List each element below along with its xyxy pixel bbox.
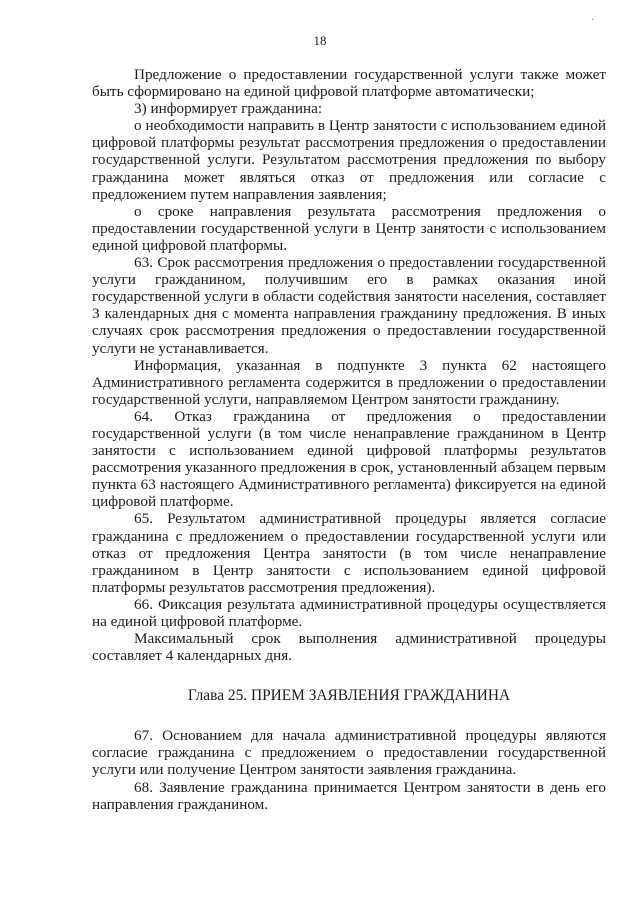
document-body — [92, 66, 606, 813]
stray-mark: · — [591, 15, 595, 26]
paragraph-68: 68. Заявление гражданина принимается Центром занятости в день его направления гражданином. — [92, 778, 606, 813]
paragraph-63: 63. Срок рассмотрения предложения о предоставлении государственной услуги гражданином, получившим его в рамках оказания иной государственной услуги в области содействия занятости населения, составляет 3 календарных дня с момента направления гражданину предложения. В иных случаях срок рассмотрения предложения о предоставлении государственной услуги не устанавливается. — [92, 254, 606, 357]
paragraph-proposal-auto: Предложение о предоставлении государственной услуги также может быть сформировано на единой цифровой платформе автоматически; — [92, 66, 606, 101]
page-number: 18 — [313, 33, 327, 48]
paragraph-64: 64. Отказ гражданина от предложения о предоставлении государственной услуги (в том числе ненаправление гражданином в Центр занятости с использованием единой цифровой платформы результатов рассмотрения указанного предложения в срок, установленный абзацем первым пункта 63 настоящего Административного регламента) фиксируется на единой цифровой платформе. — [92, 407, 606, 511]
paragraph-max-term: Максимальный срок выполнения административной процедуры составляет 4 календарных дня. — [92, 630, 606, 665]
chapter-title: Глава 25. ПРИЕМ ЗАЯВЛЕНИЯ ГРАЖДАНИНА — [187, 687, 511, 705]
paragraph-information-subitem: Информация, указанная в подпункте 3 пункта 62 настоящего Административного регламента содержится в предложении о предоставлении государственной услуги, направляемом Центром занятости гражданину. — [92, 356, 606, 408]
paragraph-need-to-send: о необходимости направить в Центр занятости с использованием единой цифровой платформы результат рассмотрения предложения о предоставлении государственной услуги. Результатом рассмотрения предложения по выбору гражданина может являться отказ от предложения или согласие с предложением путем направления заявления; — [92, 117, 606, 203]
paragraph-term-of-sending: о сроке направления результата рассмотрения предложения о предоставлении государственной услуги в Центр занятости с использованием единой цифровой платформы. — [92, 202, 606, 254]
paragraph-65: 65. Результатом административной процедуры является согласие гражданина с предложением о предоставлении государственной услуги или отказ от предложения Центра занятости (в том числе ненаправление гражданином в Центр занятости с использованием единой цифровой платформы результатов рассмотрения предложения). — [92, 510, 606, 596]
paragraph-informs-citizen: 3) информирует гражданина: — [134, 100, 323, 118]
paragraph-67: 67. Основанием для начала административной процедуры являются согласие гражданина с предложением о предоставлении государственной услуги или получение Центром занятости заявления гражданина. — [92, 727, 606, 779]
paragraph-66: 66. Фиксация результата административной процедуры осуществляется на единой цифровой платформе. — [92, 595, 606, 630]
